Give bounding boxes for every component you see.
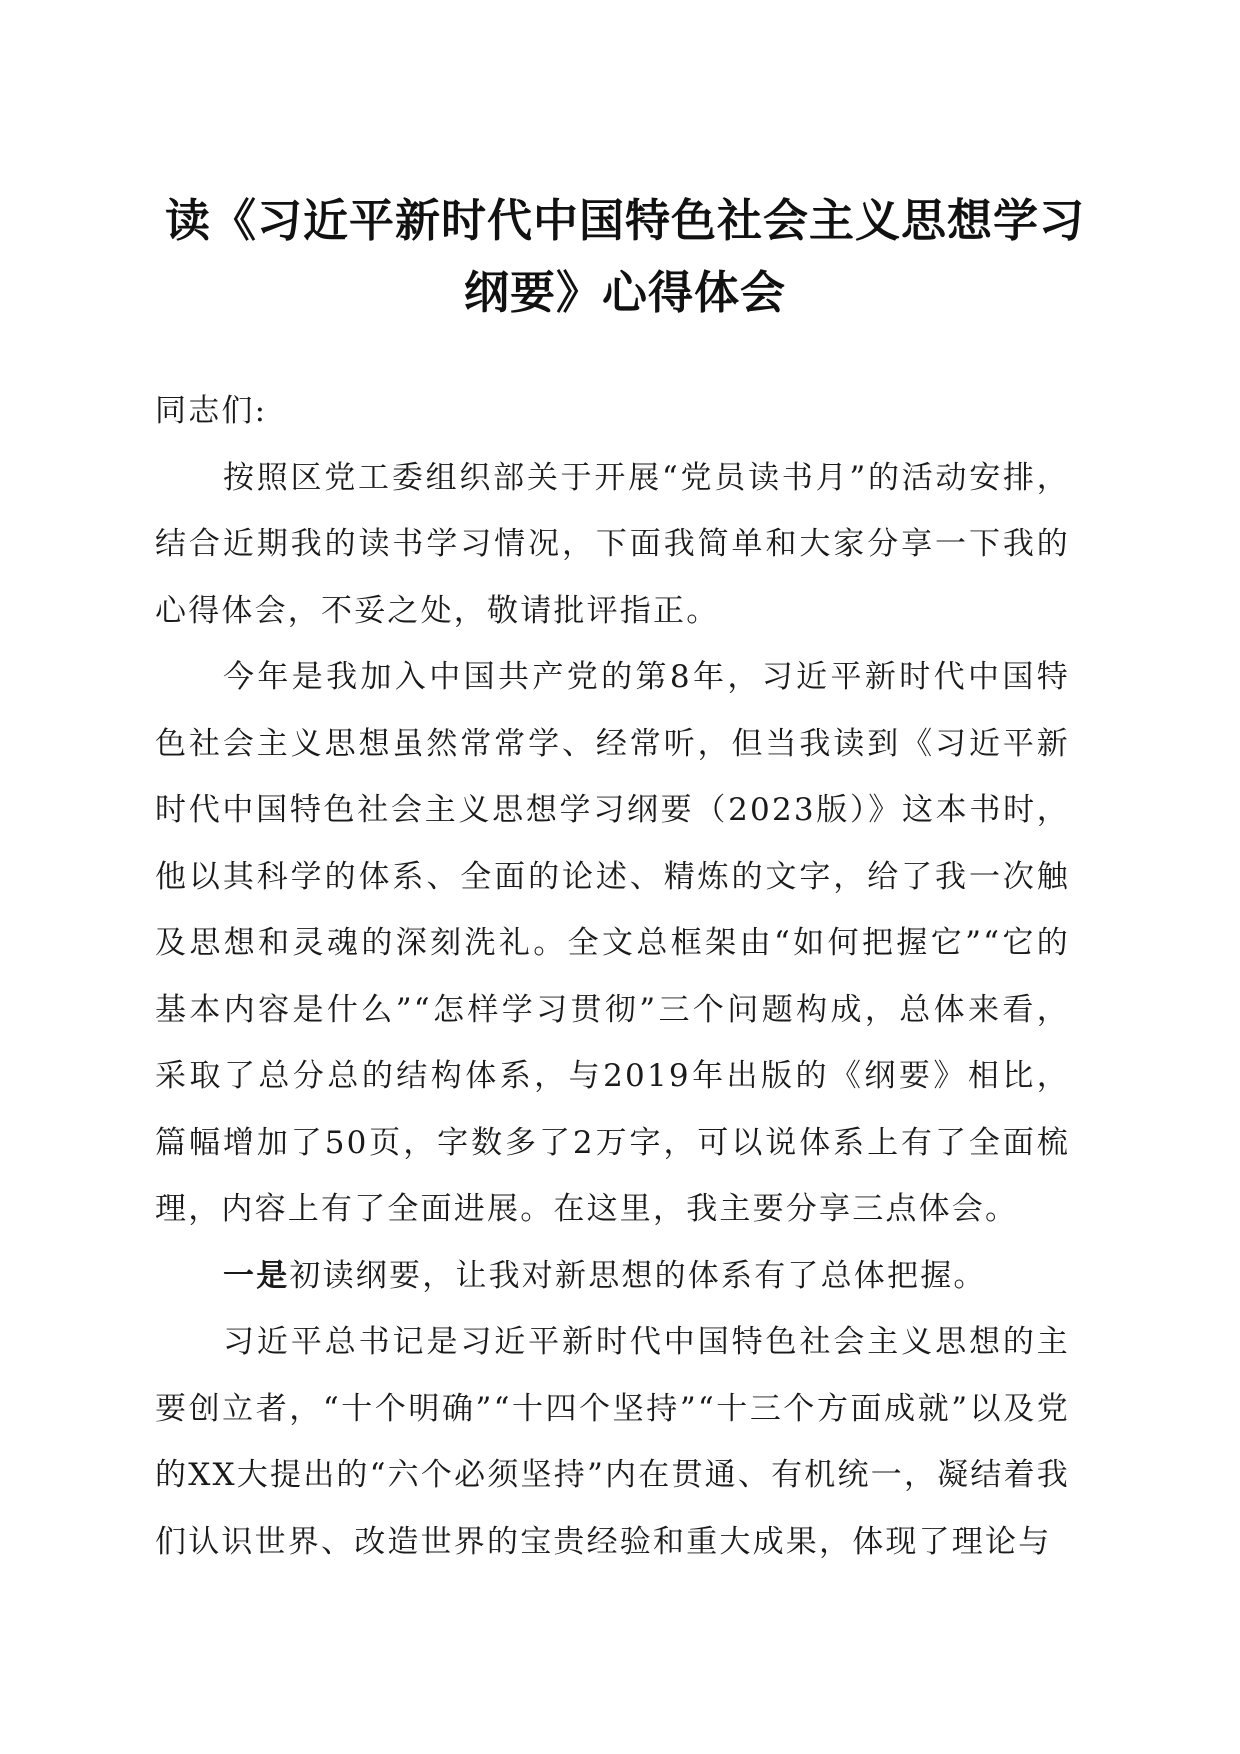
point-one-text: 初读纲要，让我对新思想的体系有了总体把握。	[289, 1257, 987, 1294]
document-title	[150, 185, 1100, 329]
paragraph-point-one	[155, 1243, 1070, 1310]
paragraph-overview: 今年是我加入中国共产党的第8年，习近平新时代中国特色社会主义思想虽然常常学、经常听，但当我读到《习近平新时代中国特色社会主义思想学习纲要（2023版）》这本书时，他以其科学的体系、全面的论述、精炼的文字，给了我一次触及思想和灵魂的深刻洗礼。全文总框架由“如何把握它”“它的基本内容是什么”“怎样学习贯彻”三个问题构成，总体来看，采取了总分总的结构体系，与2019年出版的《纲要》相比，篇幅增加了50页，字数多了2万字，可以说体系上有了全面梳理，内容上有了全面进展。在这里，我主要分享三点体会。	[155, 659, 1070, 1227]
title-line-2: 纲要》心得体会	[463, 266, 786, 319]
salutation: 同志们:	[155, 393, 268, 429]
point-one-lead: 一是	[223, 1257, 290, 1294]
paragraph-intro: 按照区党工委组织部关于开展“党员读书月”的活动安排，结合近期我的读书学习情况，下面我简单和大家分享一下我的心得体会，不妥之处，敬请批评指正。	[155, 459, 1070, 629]
paragraph-founder: 习近平总书记是习近平新时代中国特色社会主义思想的主要创立者，“十个明确”“十四个坚持”“十三个方面成就”以及党的XX大提出的“六个必须坚持”内在贯通、有机统一，凝结着我们认识世界、改造世界的宝贵经验和重大成果，体现了理论与	[155, 1324, 1070, 1560]
title-line-1: 读《习近平新时代中国特色社会主义思想学习	[164, 194, 1085, 247]
document-body	[155, 378, 1070, 1575]
